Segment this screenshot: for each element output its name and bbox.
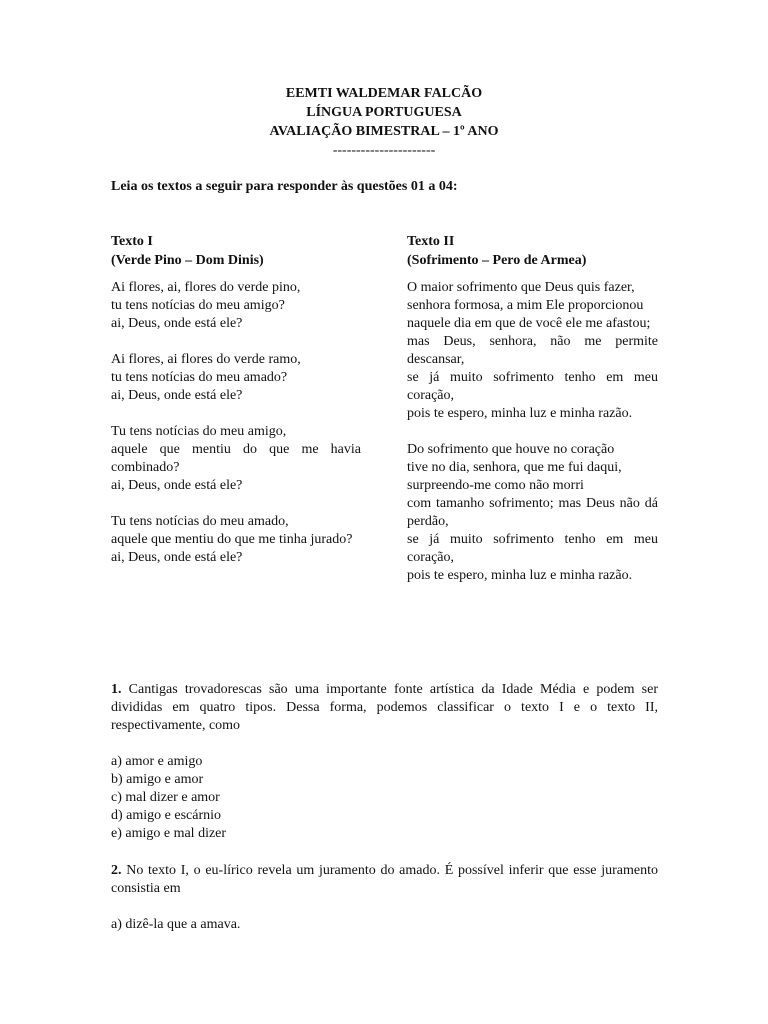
question-1 [111, 681, 658, 843]
question-number: 1. [111, 682, 122, 697]
stanza [111, 513, 361, 567]
texto-2-column [407, 232, 658, 603]
verse-line: aquele que mentiu do que me havia combinado? [111, 442, 361, 475]
verse-line: ai, Deus, onde está ele? [111, 316, 243, 331]
answer-option: a) dizê-la que a amava. [111, 917, 241, 932]
verse-line: ai, Deus, onde está ele? [111, 388, 243, 403]
question-number: 2. [111, 863, 122, 878]
question-1-prompt [111, 681, 658, 735]
stanza [111, 423, 361, 495]
verse-line: se já muito sofrimento tenho em meu coração, [407, 370, 658, 403]
answer-options [111, 753, 658, 843]
verse-line: pois te espero, minha luz e minha razão. [407, 568, 633, 583]
verse-line: se já muito sofrimento tenho em meu coração, [407, 532, 658, 565]
verse-line: naquele dia em que de você ele me afastou; [407, 316, 651, 331]
answer-option: a) amor e amigo [111, 754, 203, 769]
question-text: No texto I, o eu-lírico revela um juramento do amado. É possível inferir que esse juramento consistia em [111, 863, 658, 896]
school-name: EEMTI WALDEMAR FALCÃO [285, 86, 483, 101]
verse-line: aquele que mentiu do que me tinha jurado? [111, 532, 353, 547]
verse-line: ai, Deus, onde está ele? [111, 478, 243, 493]
verse-line: tu tens notícias do meu amigo? [111, 298, 285, 313]
verse-line: tive no dia, senhora, que me fui daqui, [407, 460, 622, 475]
document-header [0, 84, 768, 160]
verse-line: tu tens notícias do meu amado? [111, 370, 288, 385]
subject-name: LÍNGUA PORTUGUESA [306, 105, 462, 120]
answer-option: b) amigo e amor [111, 772, 204, 787]
answer-option: e) amigo e mal dizer [111, 826, 227, 841]
texto-1-subtitle: (Verde Pino – Dom Dinis) [111, 253, 264, 268]
verse-line: mas Deus, senhora, não me permite descansar, [407, 334, 658, 367]
answer-options [111, 916, 658, 934]
stanza [407, 279, 658, 423]
texto-2-subtitle: (Sofrimento – Pero de Armea) [407, 253, 587, 268]
stanza [111, 351, 361, 405]
verse-line: Tu tens notícias do meu amigo, [111, 424, 287, 439]
question-2 [111, 862, 658, 934]
texto-1-title: Texto I [111, 234, 153, 249]
stanza [111, 279, 361, 333]
verse-line: com tamanho sofrimento; mas Deus não dá perdão, [407, 496, 658, 529]
header-divider: ---------------------- [332, 143, 436, 158]
verse-line: pois te espero, minha luz e minha razão. [407, 406, 633, 421]
instructions: Leia os textos a seguir para responder às questões 01 a 04: [111, 179, 458, 194]
verse-line: Ai flores, ai, flores do verde pino, [111, 280, 301, 295]
verse-line: surpreendo-me como não morri [407, 478, 584, 493]
question-text: Cantigas trovadorescas são uma importante fonte artística da Idade Média e podem ser divididas em quatro tipos. Dessa forma, podemos classificar o texto I e o texto II, respectivamente, como [111, 682, 658, 733]
stanza [407, 441, 658, 585]
exam-title: AVALIAÇÃO BIMESTRAL – 1º ANO [269, 124, 499, 139]
texto-2-title: Texto II [407, 234, 455, 249]
verse-line: senhora formosa, a mim Ele proporcionou [407, 298, 644, 313]
verse-line: Do sofrimento que houve no coração [407, 442, 615, 457]
verse-line: Tu tens notícias do meu amado, [111, 514, 289, 529]
verse-line: O maior sofrimento que Deus quis fazer, [407, 280, 635, 295]
texto-1-column [111, 232, 361, 585]
question-2-prompt [111, 862, 658, 898]
verse-line: Ai flores, ai flores do verde ramo, [111, 352, 301, 367]
answer-option: c) mal dizer e amor [111, 790, 220, 805]
verse-line: ai, Deus, onde está ele? [111, 550, 243, 565]
answer-option: d) amigo e escárnio [111, 808, 222, 823]
